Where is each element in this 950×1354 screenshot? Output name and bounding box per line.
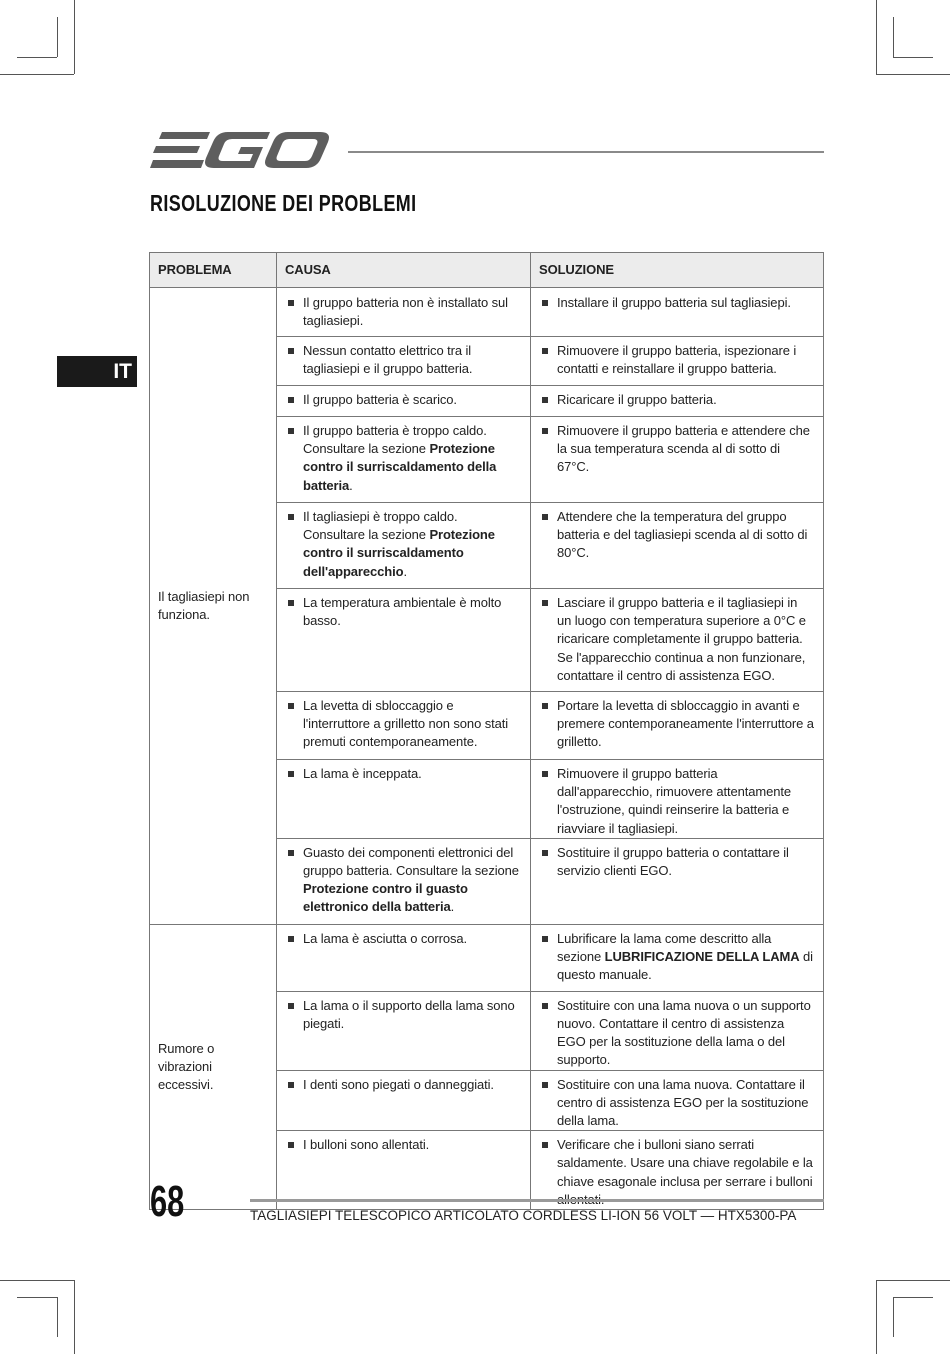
cause-text-segment: Protezione contro il surriscaldamento dell'apparecchio (303, 527, 495, 579)
solution-cell (531, 503, 824, 589)
solution-cell (531, 1131, 824, 1210)
crop-mark (893, 1297, 894, 1337)
cause-text-segment: La temperatura ambientale è molto basso. (303, 595, 502, 629)
cause-cell (277, 760, 531, 839)
solution-text-segment: Portare la levetta di sbloccaggio in avanti e premere contemporaneamente l'interruttore a grilletto. (557, 698, 814, 750)
cause-cell (277, 1070, 531, 1131)
cause-cell (277, 288, 531, 337)
solution-bullet-item (541, 508, 815, 563)
crop-mark (57, 1297, 58, 1337)
solution-bullet-item (541, 765, 815, 838)
cause-bullet-item (287, 697, 522, 752)
header-problem: PROBLEMA (150, 253, 277, 288)
solution-bullet-item (541, 422, 815, 477)
crop-mark (0, 74, 74, 75)
crop-mark (17, 1297, 57, 1298)
cause-text-segment: I bulloni sono allentati. (303, 1137, 430, 1153)
cause-text-segment: La levetta di sbloccaggio e l'interruttore a grilletto non sono stati premuti contemporaneamente. (303, 698, 509, 750)
cause-bullet-item (287, 342, 522, 378)
solution-bullet-item (541, 930, 815, 985)
crop-mark (876, 1280, 950, 1281)
crop-mark (893, 57, 933, 58)
solution-text-segment: Sostituire con una lama nuova o un supporto nuovo. Contattare il centro di assistenza EGO per la sostituzione della lama o del supporto. (557, 997, 811, 1068)
problem-cell: Rumore o vibrazioni eccessivi. (150, 924, 277, 1209)
crop-mark (0, 1280, 74, 1281)
cause-bullet-item (287, 997, 522, 1033)
solution-cell (531, 838, 824, 924)
cause-text-segment: Il tagliasiepi è troppo caldo. Consultare la sezione (303, 509, 458, 543)
cause-bullet-item (287, 294, 522, 330)
solution-text-segment: Sostituire il gruppo batteria o contattare il servizio clienti EGO. (557, 844, 789, 879)
solution-text-segment: Rimuovere il gruppo batteria e attendere che la sua temperatura scenda al di sotto di 67°C. (557, 423, 810, 475)
language-tab: IT (57, 356, 137, 387)
solution-text-segment: Verificare che i bulloni siano serrati saldamente. Usare una chiave regolabile e la chiave esagonale inclusa per serrare i bulloni (557, 1137, 813, 1189)
cause-cell (277, 386, 531, 417)
cause-bullet-item (287, 765, 522, 783)
cause-bullet-item (287, 1136, 522, 1154)
solution-text-segment: Sostituire con una lama nuova. Contattare il centro di assistenza EGO per la sostituzione della lama. (557, 1076, 809, 1129)
solution-text-segment: Ricaricare il gruppo batteria. (557, 392, 717, 407)
footer-rule (250, 1199, 824, 1202)
crop-mark (876, 1280, 877, 1354)
footer-text: TAGLIASIEPI TELESCOPICO ARTICOLATO CORDLESS LI-ION 56 VOLT — HTX5300-PA (250, 1208, 797, 1223)
solution-cell (531, 760, 824, 839)
cause-cell (277, 838, 531, 924)
solution-cell (531, 924, 824, 991)
cause-text-segment: Il gruppo batteria è troppo caldo. Consultare la sezione (303, 423, 487, 457)
solution-cell (531, 589, 824, 692)
crop-mark (893, 17, 894, 57)
header-cause: CAUSA (277, 253, 531, 288)
solution-text-segment: Installare il gruppo batteria sul tagliasiepi. (557, 295, 791, 310)
cause-text-segment: . (450, 899, 455, 915)
solution-text-segment: Rimuovere il gruppo batteria dall'apparecchio, rimuovere attentamente l'ostruzione, quindi reinserire la batteria e riavviare il tagliasiepi. (557, 766, 792, 836)
cause-bullet-item (287, 594, 522, 630)
solution-cell (531, 692, 824, 760)
solution-bullet-item (541, 391, 815, 409)
cause-cell (277, 503, 531, 589)
solution-text-segment: Lubrificare la lama come descritto alla sezione (557, 930, 772, 965)
solution-text-segment: di questo manuale. (557, 949, 813, 983)
cause-text-segment: Guasto dei componenti elettronici del gruppo batteria. Consultare la sezione (303, 844, 519, 879)
crop-mark (893, 1297, 933, 1298)
crop-mark (876, 74, 950, 75)
solution-cell (531, 288, 824, 337)
cause-text-segment: Il gruppo batteria non è installato sul tagliasiepi. (303, 295, 508, 329)
cause-text-segment: Protezione contro il guasto elettronico della batteria (303, 881, 468, 915)
table-row (150, 288, 824, 337)
crop-mark (74, 1280, 75, 1354)
problem-cell: Il tagliasiepi non funziona. (150, 288, 277, 925)
cause-text-segment: Protezione contro il surriscaldamento della batteria (303, 441, 497, 493)
page-title: RISOLUZIONE DEI PROBLEMI (150, 190, 417, 216)
cause-bullet-item (287, 930, 522, 948)
cause-cell (277, 417, 531, 503)
crop-mark (17, 57, 57, 58)
header-rule (348, 151, 824, 153)
cause-text-segment: Nessun contatto elettrico tra il tagliasiepi e il gruppo batteria. (303, 343, 473, 377)
solution-bullet-item (541, 697, 815, 752)
crop-mark (876, 0, 877, 74)
cause-cell (277, 991, 531, 1070)
solution-text-segment: Attendere che la temperatura del gruppo batteria e del tagliasiepi scenda al di sotto di 80°C. (557, 509, 808, 561)
table-body (150, 288, 824, 1210)
cause-bullet-item (287, 844, 522, 917)
crop-mark (57, 17, 58, 57)
cause-cell (277, 337, 531, 386)
ego-logo (150, 130, 330, 170)
cause-cell (277, 1131, 531, 1210)
solution-cell (531, 417, 824, 503)
cause-text-segment: Il gruppo batteria è scarico. (303, 392, 457, 407)
cause-cell (277, 924, 531, 991)
solution-bullet-item (541, 342, 815, 378)
solution-text-segment: Rimuovere il gruppo batteria, ispezionare i contatti e reinstallare il gruppo batteria. (557, 343, 797, 377)
cause-text-segment: . (403, 563, 407, 579)
cause-text-segment: La lama o il supporto della lama sono piegati. (303, 997, 515, 1032)
header-solution: SOLUZIONE (531, 253, 824, 288)
solution-bullet-item (541, 1076, 815, 1131)
solution-cell (531, 337, 824, 386)
table-row (150, 924, 824, 991)
cause-bullet-item (287, 422, 522, 495)
solution-text-segment: Lasciare il gruppo batteria e il tagliasiepi in un luogo con temperatura superiore a 0°C e ricaricare completamente il gruppo batteria. Se l'apparecchio continua a non funzionare, contattare il centro di assistenza EGO. (557, 595, 806, 683)
table-header-row (150, 253, 824, 288)
solution-bullet-item (541, 294, 815, 312)
cause-text-segment: La lama è inceppata. (303, 766, 422, 781)
solution-cell (531, 386, 824, 417)
solution-bullet-item (541, 997, 815, 1070)
troubleshooting-table (149, 252, 824, 1210)
solution-text-segment: LUBRIFICAZIONE DELLA LAMA (604, 949, 800, 965)
cause-cell (277, 589, 531, 692)
cause-text-segment: . (349, 477, 353, 493)
crop-mark (74, 0, 75, 74)
cause-cell (277, 692, 531, 760)
cause-bullet-item (287, 1076, 522, 1094)
solution-cell (531, 1070, 824, 1131)
cause-text-segment: La lama è asciutta o corrosa. (303, 930, 468, 946)
solution-bullet-item (541, 594, 815, 685)
page-number: 68 (150, 1177, 185, 1226)
solution-bullet-item (541, 844, 815, 880)
cause-text-segment: I denti sono piegati o danneggiati. (303, 1076, 494, 1092)
solution-cell (531, 991, 824, 1070)
cause-bullet-item (287, 391, 522, 409)
cause-bullet-item (287, 508, 522, 581)
